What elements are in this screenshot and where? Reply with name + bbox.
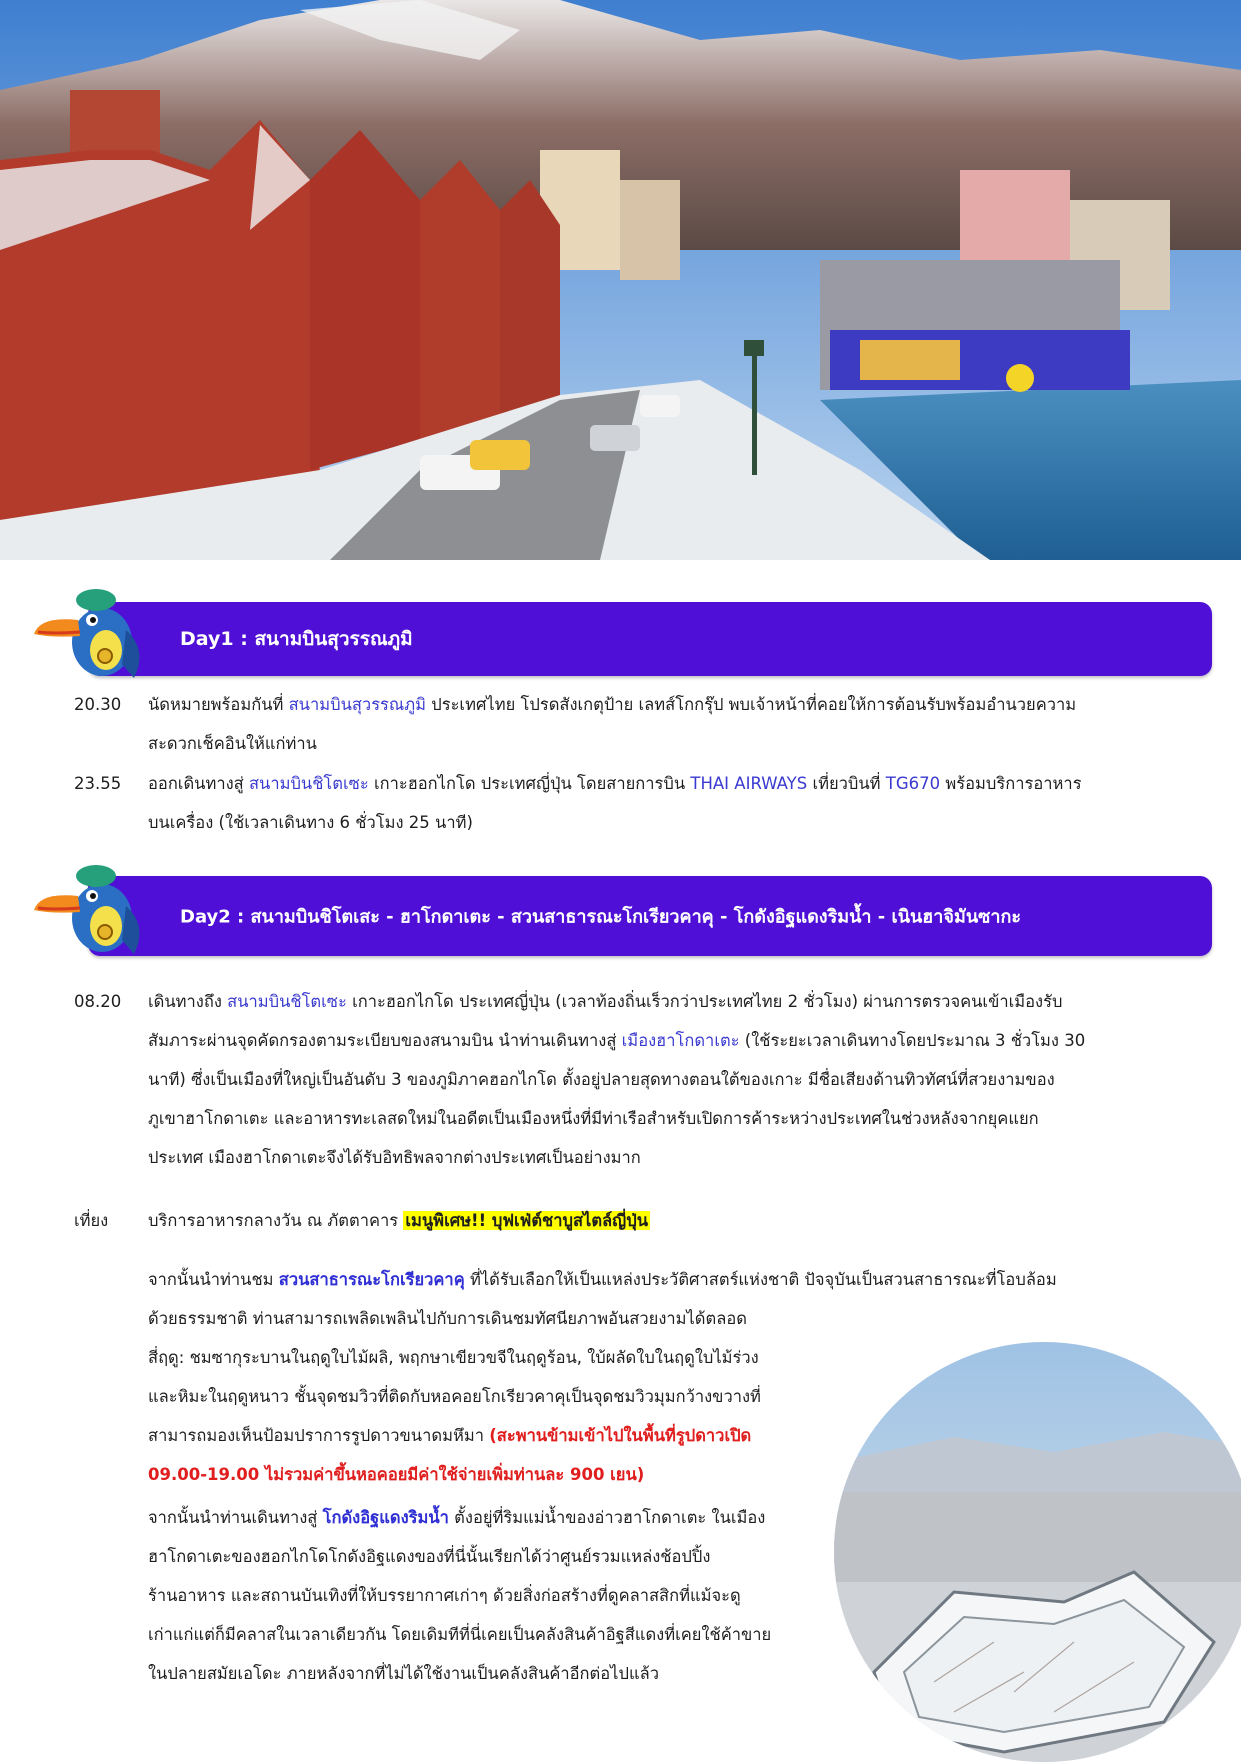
- place-name: สวนสาธารณะโกเรียวคาคุ: [278, 1270, 465, 1289]
- item-text: ในปลายสมัยเอโดะ ภายหลังจากที่ไม่ได้ใช้งานเป็นคลังสินค้าอีกต่อไปแล้ว: [148, 1664, 659, 1683]
- item-text: สามารถมองเห็นป้อมปราการรูปดาวขนาดมหึมา: [148, 1426, 490, 1445]
- item-text: สัมภาระผ่านจุดคัดกรองตามระเบียบของสนามบิน นำท่านเดินทางสู่: [148, 1031, 622, 1050]
- item-text: จากนั้นนำท่านชม: [148, 1270, 279, 1289]
- flight-number: TG670: [885, 774, 941, 793]
- toucan-mascot-icon: [30, 580, 150, 690]
- item-text: เก่าแก่แต่ก็มีคลาสในเวลาเดียวกัน โดยเดิมทีที่นี่เคยเป็นคลังสินค้าอิฐสีแดงที่เคยใช้ค้าขาย: [148, 1625, 772, 1644]
- day2-title: Day2 : สนามบินชิโตเสะ - ฮาโกดาเตะ - สวนสาธารณะโกเรียวคาคุ - โกดังอิฐแดงริมน้ำ - เนินฮาจิมันซากะ: [180, 906, 1022, 928]
- item-text: ออกเดินทางสู่: [148, 774, 249, 793]
- item-text: นัดหมายพร้อมกันที่: [148, 695, 289, 714]
- item-text: ประเทศ เมืองฮาโกดาเตะจึงได้รับอิทธิพลจากต่างประเทศเป็นอย่างมาก: [148, 1148, 641, 1167]
- time-label: เที่ยง: [74, 1211, 109, 1230]
- item-text: เกาะฮอกไกโด ประเทศญี่ปุ่น โดยสายการบิน: [368, 774, 691, 793]
- item-text: ฮาโกดาเตะของฮอกไกโดโกดังอิฐแดงของที่นี่นั้นเรียกได้ว่าศูนย์รวมแหล่งช้อปปิ้ง: [148, 1547, 711, 1566]
- time-label: 08.20: [74, 992, 122, 1011]
- place-name: เมืองฮาโกดาเตะ: [621, 1031, 740, 1050]
- time-label: 23.55: [74, 774, 122, 793]
- item-text: และหิมะในฤดูหนาว ชั้นจุดชมวิวที่ติดกับหอคอยโกเรียวคาคุเป็นจุดชมวิวมุมกว้างขวางที่: [148, 1387, 761, 1406]
- place-name: สนามบินสุวรรณภูมิ: [288, 695, 426, 714]
- place-name: สนามบินชิโตเซะ: [227, 992, 347, 1011]
- hero-photo: [0, 0, 1241, 560]
- airline-name: THAI AIRWAYS: [690, 774, 808, 793]
- special-menu-highlight: เมนูพิเศษ!! บุฟเฟ่ต์ชาบูสไตล์ญี่ปุ่น: [405, 1211, 648, 1230]
- item-text: จากนั้นนำท่านเดินทางสู่: [148, 1508, 323, 1527]
- day1-title: Day1 : สนามบินสุวรรณภูมิ: [180, 628, 413, 650]
- time-label: 20.30: [74, 695, 122, 714]
- item-text: พร้อมบริการอาหาร: [940, 774, 1082, 793]
- item-text: นาที) ซึ่งเป็นเมืองที่ใหญ่เป็นอันดับ 3 ของภูมิภาคฮอกไกโด ตั้งอยู่ปลายสุดทางตอนใต้ของเกาะ มีชื่อเสียงด้านทิวทัศน์ที่สวยงามของ: [148, 1070, 1055, 1089]
- warehouse-paragraph: [148, 1498, 771, 1693]
- item-text: เกาะฮอกไกโด ประเทศญี่ปุ่น (เวลาท้องถิ่นเร็วกว่าประเทศไทย 2 ชั่วโมง) ผ่านการตรวจคนเข้าเมืองรับ: [346, 992, 1063, 1011]
- day1-banner: [60, 602, 1212, 676]
- item-text: ภูเขาฮาโกดาเตะ และอาหารทะเลสดใหม่ในอดีตเป็นเมืองหนึ่งที่มีท่าเรือสำหรับเปิดการค้าระหว่างประเทศในช่วงหลังจากยุคแยก: [148, 1109, 1039, 1128]
- goryokaku-photo: [834, 1342, 1241, 1762]
- item-text: สะดวกเช็คอินให้แก่ท่าน: [148, 734, 317, 753]
- item-text: (ใช้ระยะเวลาเดินทางโดยประมาณ 3 ชั่วโมง 30: [739, 1031, 1086, 1050]
- item-text: เที่ยวบินที่: [807, 774, 886, 793]
- item-text: ตั้งอยู่ที่ริมแม่น้ำของอ่าวฮาโกดาเตะ ในเมือง: [448, 1508, 766, 1527]
- item-text: เดินทางถึง: [148, 992, 228, 1011]
- item-text: ร้านอาหาร และสถานบันเทิงที่ให้บรรยากาศเก่าๆ ด้วยสิ่งก่อสร้างที่ดูคลาสสิกที่แม้จะดู: [148, 1586, 741, 1605]
- item-text: ประเทศไทย โปรดสังเกตุป้าย เลทส์โกกรุ๊ป พบเจ้าหน้าที่คอยให้การต้อนรับพร้อมอำนวยความ: [425, 695, 1077, 714]
- day2-banner: [60, 876, 1212, 956]
- item-text: บริการอาหารกลางวัน ณ ภัตตาคาร: [148, 1211, 404, 1230]
- note-text: 09.00-19.00 ไม่รวมค่าขึ้นหอคอยมีค่าใช้จ่ายเพิ่มท่านละ 900 เยน): [148, 1465, 645, 1484]
- toucan-mascot-icon: [30, 856, 150, 966]
- item-text: บนเครื่อง (ใช้เวลาเดินทาง 6 ชั่วโมง 25 นาที): [148, 813, 473, 832]
- place-name: โกดังอิฐแดงริมน้ำ: [322, 1508, 449, 1527]
- item-text: สี่ฤดู: ชมซากุระบานในฤดูใบไม้ผลิ, พฤกษาเขียวขจีในฤดูร้อน, ใบ้ผลัดใบในฤดูใบไม้ร่วง: [148, 1348, 759, 1367]
- item-text: ที่ได้รับเลือกให้เป็นแหล่งประวัติศาสตร์แห่งชาติ ปัจจุบันเป็นสวนสาธารณะที่โอบล้อม: [464, 1270, 1057, 1289]
- item-text: ด้วยธรรมชาติ ท่านสามารถเพลิดเพลินไปกับการเดินชมทัศนียภาพอันสวยงามได้ตลอด: [148, 1309, 747, 1328]
- note-text: (สะพานข้ามเข้าไปในพื้นที่รูปดาวเปิด: [489, 1426, 752, 1445]
- place-name: สนามบินชิโตเซะ: [248, 774, 369, 793]
